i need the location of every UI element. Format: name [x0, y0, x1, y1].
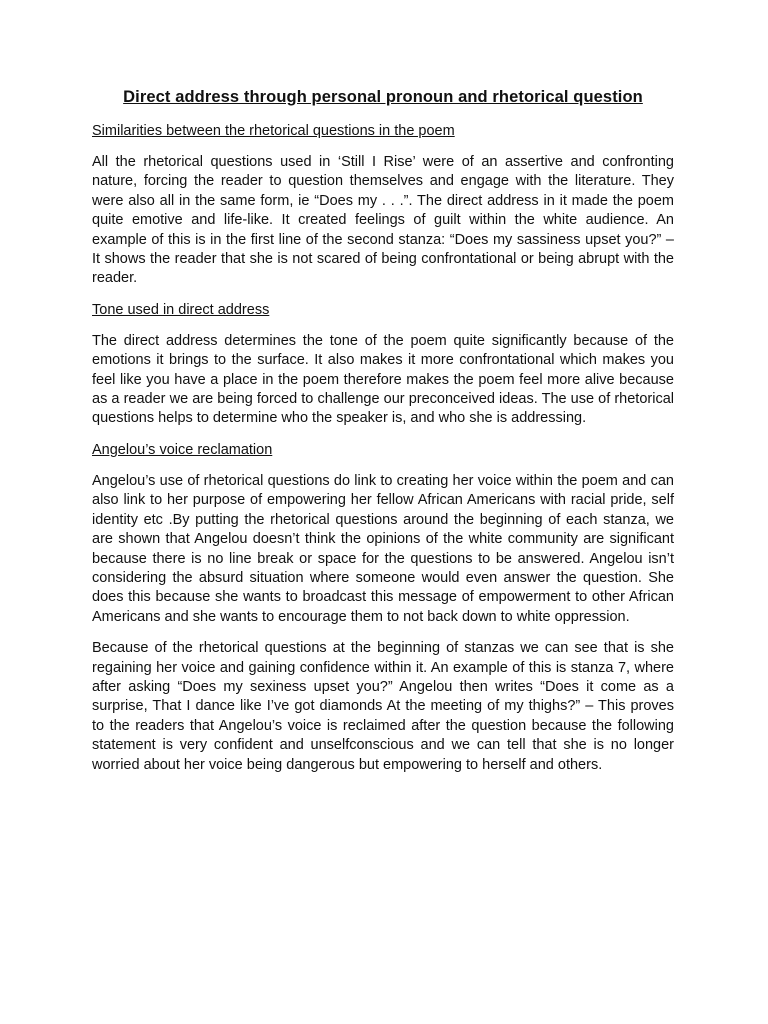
- section-heading: Tone used in direct address: [92, 301, 270, 318]
- paragraph: All the rhetorical questions used in ‘Still I Rise’ were of an assertive and confronting nature, forcing the reader to question themselves and engage with the literature. They were also all in the same form, ie “Does my . . .”. The direct address in it made the poem quite emotive and life-like. It created feelings of guilt within the white audience. An example of this is in the first line of the second stanza: “Does my sassiness upset you?” – It shows the reader that she is not scared of being confrontational or being abrupt with the reader.: [92, 154, 674, 287]
- document-page: [92, 86, 674, 787]
- section-heading: Similarities between the rhetorical questions in the poem: [92, 123, 455, 139]
- paragraph: Because of the rhetorical questions at the beginning of stanzas we can see that is she regaining her voice and gaining confidence within it. An example of this is stanza 7, where after asking “Does my sexiness upset you?” Angelou then writes “Does it come as a surprise, That I dance like I’ve got diamonds At the meeting of my thighs?” – This proves to the readers that Angelou’s voice is reclaimed after the question because the following statement is very confident and unselfconscious and we can tell that she is no longer worried about her voice being dangerous but empowering to herself and others.: [92, 640, 674, 773]
- section-similarities: [92, 122, 674, 289]
- paragraph: Angelou’s use of rhetorical questions do link to creating her voice within the poem and can also link to her purpose of empowering her fellow African Americans with racial pride, self identity etc .By putting the rhetorical questions around the beginning of each stanza, we are shown that Angelou doesn’t think the opinions of the white community are significant because there is no line break or space for the questions to be answered. Angelou isn’t considering the absurd situation where someone would even answer the question. She does this because she wants to broadcast this message of empowerment to other African Americans and she wants to encourage them to not back down to white oppression.: [92, 472, 674, 625]
- section-heading: Angelou’s voice reclamation: [92, 441, 273, 458]
- section-tone: [92, 301, 674, 429]
- paragraph: The direct address determines the tone of the poem quite significantly because of the emotions it brings to the surface. It also makes it more confrontational which makes you feel like you have a place in the poem therefore makes the poem feel more alive because as a reader we are being forced to challenge our preconceived ideas. The use of rhetorical questions helps to determine who the speaker is, and who she is addressing.: [92, 332, 674, 427]
- section-voice-reclamation: [92, 441, 674, 775]
- document-title: Direct address through personal pronoun and rhetorical question: [123, 88, 643, 106]
